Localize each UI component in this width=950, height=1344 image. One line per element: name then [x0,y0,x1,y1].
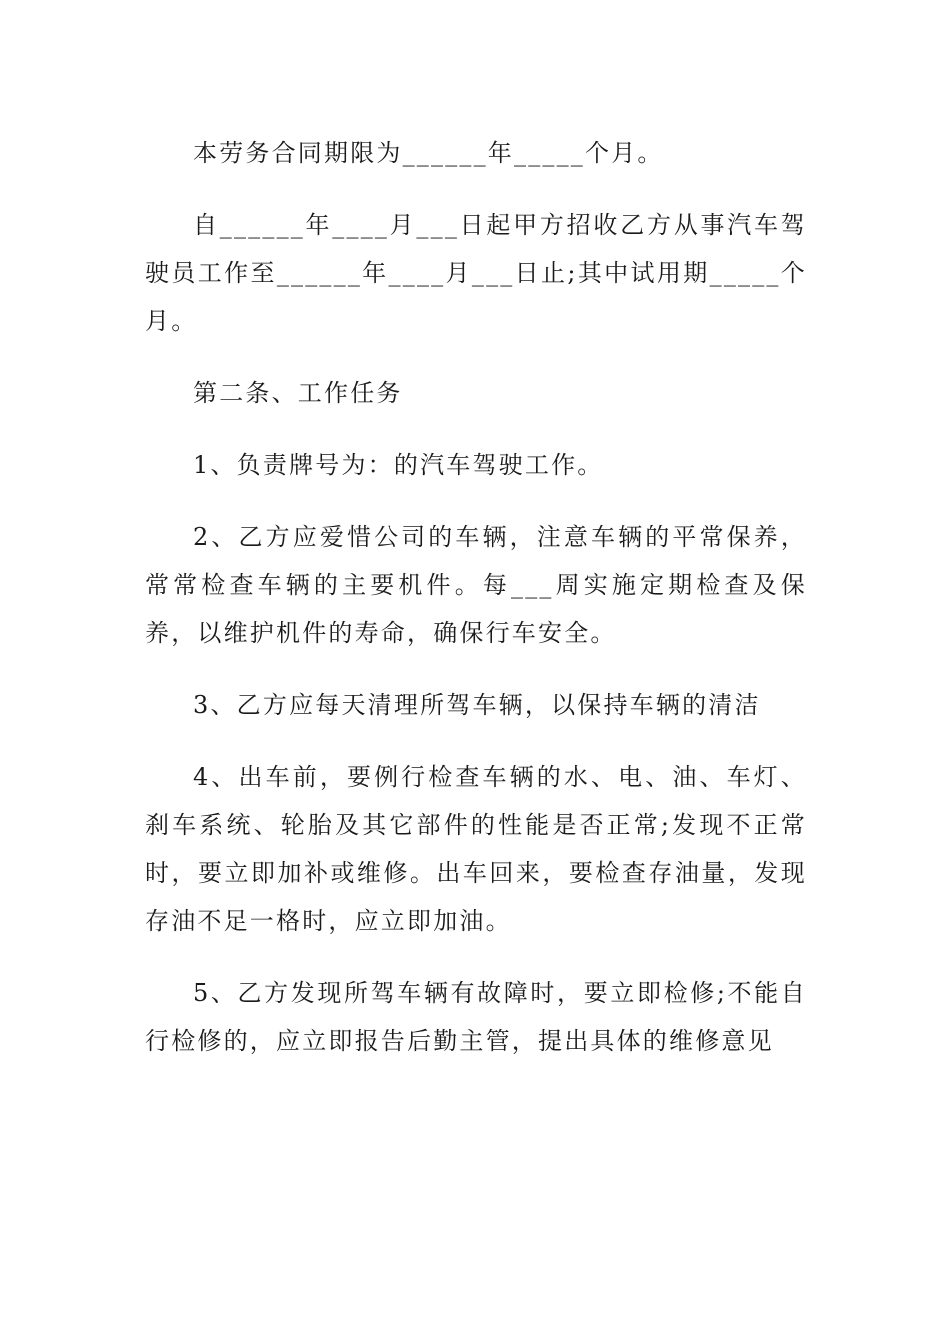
task-item-4: 4、出车前，要例行检查车辆的水、电、油、车灯、刹车系统、轮胎及其它部件的性能是否正常;发现不正常时，要立即加补或维修。出车回来，要检查存油量，发现存油不足一格时，应立即加油。 [145,763,807,935]
task-item-3: 3、乙方应每天清理所驾车辆，以保持车辆的清洁 [193,691,761,719]
task-item-2: 2、乙方应爱惜公司的车辆，注意车辆的平常保养，常常检查车辆的主要机件。每___周实施定期检查及保养，以维护机件的寿命，确保行车安全。 [145,523,807,647]
task-item-1: 1、负责牌号为：的汽车驾驶工作。 [193,451,604,479]
employment-period-paragraph: 自______年____月___日起甲方招收乙方从事汽车驾驶员工作至______年____月___日止;其中试用期_____个月。 [145,211,807,335]
task-item-5: 5、乙方发现所驾车辆有故障时，要立即检修;不能自行检修的，应立即报告后勤主管，提出具体的维修意见 [145,979,807,1055]
contract-term-paragraph: 本劳务合同期限为______年_____个月。 [193,139,664,167]
document-body [145,129,807,1089]
section-heading-work-tasks: 第二条、工作任务 [193,379,403,407]
